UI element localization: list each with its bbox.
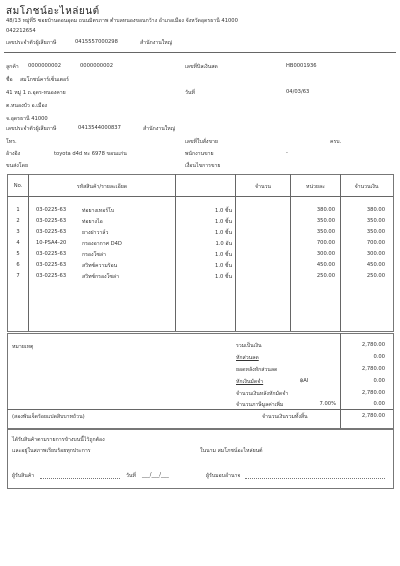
after-discount-label: ยอดหลังหักส่วนลด bbox=[236, 367, 278, 373]
header-price: หน่วยละ bbox=[306, 184, 325, 190]
header-desc: รหัสสินค้า/รายละเอียด bbox=[76, 184, 128, 190]
row-2-no: 2 bbox=[16, 218, 20, 224]
row-2-code: 03-0225-63 bbox=[36, 218, 67, 224]
customer-branch: สำนักงานใหญ่ bbox=[143, 126, 176, 132]
row-3-code: 03-0225-63 bbox=[36, 229, 67, 235]
row-3-qty: 1.0 ชิ้น bbox=[215, 230, 232, 236]
total-label: รวมเป็นเงิน bbox=[236, 343, 262, 349]
row-2-amount: 350.00 bbox=[366, 218, 385, 224]
row-4-amount: 700.00 bbox=[366, 240, 385, 246]
received-text-1: ได้รับสินค้าตามรายการข้างบนนี้ไว้ถูกต้อง bbox=[12, 437, 105, 443]
doc-date-label: วันที่ bbox=[185, 90, 195, 96]
row-6-amount: 450.00 bbox=[366, 262, 385, 268]
row-7-qty: 1.0 ชิ้น bbox=[215, 274, 232, 280]
company-branch: สำนักงานใหญ่ bbox=[140, 40, 173, 46]
company-tax-label: เลขประจำตัวผู้เสียภาษี bbox=[6, 40, 57, 46]
row-4-desc: กรองอากาศ D4D bbox=[82, 241, 122, 247]
row-3-amount: 350.00 bbox=[366, 229, 385, 235]
company-phone: 042212654 bbox=[6, 28, 36, 34]
row-2-price: 350.00 bbox=[316, 218, 335, 224]
customer-tax-label: เลขประจำตัวผู้เสียภาษี bbox=[6, 126, 57, 132]
row-4-no: 4 bbox=[16, 240, 20, 246]
authorized-signature-line bbox=[245, 478, 385, 479]
customer-code-label: ลูกค้า bbox=[6, 64, 19, 70]
row-3-desc: ยางฝาวาล์ว bbox=[82, 230, 109, 236]
grand-total-divider bbox=[7, 409, 393, 410]
received-text-2: และอยู่ในสภาพเรียบร้อยทุกประการ bbox=[12, 448, 91, 454]
deposit-label: หักเงินมัดจำ bbox=[236, 379, 264, 385]
vat-rate: 7.00% bbox=[319, 401, 336, 407]
row-5-no: 5 bbox=[16, 251, 20, 257]
header-divider bbox=[4, 52, 396, 53]
after-discount-value: 2,780.00 bbox=[361, 366, 385, 372]
doc-due-label: เงื่อนไขการขาย bbox=[185, 163, 221, 169]
header-no: No. bbox=[13, 183, 23, 189]
row-6-code: 03-0225-63 bbox=[36, 262, 67, 268]
row-7-amount: 250.00 bbox=[366, 273, 385, 279]
customer-address-3: จ.อุดรธานี 41000 bbox=[6, 116, 48, 122]
row-7-desc: สวิทซ์กรองโซล่า bbox=[82, 274, 119, 280]
row-6-no: 6 bbox=[16, 262, 20, 268]
receiver-date-blank: ___/___/___ bbox=[142, 472, 169, 478]
row-3-price: 350.00 bbox=[316, 229, 335, 235]
doc-sales-label: พนักงานขาย bbox=[185, 151, 214, 157]
grand-total-label: จำนวนเงินรวมทั้งสิ้น bbox=[262, 414, 308, 420]
row-3-no: 3 bbox=[16, 229, 20, 235]
doc-po-label: เลขที่ใบสั่งขาย bbox=[185, 139, 218, 145]
row-7-no: 7 bbox=[16, 273, 20, 279]
header-amount: จำนวนเงิน bbox=[354, 184, 379, 190]
deposit-mark: ฿AI bbox=[300, 378, 309, 384]
customer-name-label: ชื่อ bbox=[6, 77, 13, 83]
customer-ref-label: อ้างอิง bbox=[6, 151, 21, 157]
remark-label: หมายเหตุ bbox=[12, 344, 34, 350]
doc-no-label: เลขที่บิลเงินสด bbox=[185, 64, 218, 70]
row-4-price: 700.00 bbox=[316, 240, 335, 246]
customer-address-2: ต.หนองบัว อ.เมือง bbox=[6, 103, 48, 109]
row-2-desc: ท่อยางไอ bbox=[82, 219, 103, 225]
row-1-price: 380.00 bbox=[316, 207, 335, 213]
doc-sales: - bbox=[286, 150, 288, 156]
customer-tax-id: 0413544000837 bbox=[78, 125, 121, 131]
vat-label: จำนวนภาษีมูลค่าเพิ่ม bbox=[236, 402, 284, 408]
on-behalf-text: ในนาม สมโภชน์อะไหล่ยนต์ bbox=[200, 448, 263, 454]
row-5-amount: 300.00 bbox=[366, 251, 385, 257]
customer-ship-label: ขนส่งโดย bbox=[6, 163, 28, 169]
doc-no: HB0001936 bbox=[286, 63, 317, 69]
col-divider-qty bbox=[235, 174, 236, 331]
row-5-desc: กรองโซล่า bbox=[82, 252, 106, 258]
row-4-code: 10-PSA4-20 bbox=[36, 240, 67, 246]
customer-code-1: 0000000002 bbox=[28, 63, 62, 69]
items-header-divider bbox=[7, 196, 393, 197]
row-5-qty: 1.0 ชิ้น bbox=[215, 252, 232, 258]
receiver-date-label: วันที่ bbox=[126, 473, 136, 479]
vat-value: 0.00 bbox=[373, 401, 385, 407]
row-1-desc: ท่อยางเทอร์โบ bbox=[82, 208, 115, 214]
header-qty: จำนวน bbox=[255, 184, 271, 190]
customer-code-2: 0000000002 bbox=[80, 63, 114, 69]
row-7-price: 250.00 bbox=[316, 273, 335, 279]
company-tax-id: 0415557000298 bbox=[75, 39, 118, 45]
amount-in-words: (สองพันเจ็ดร้อยแปดสิบบาทถ้วน) bbox=[12, 414, 85, 420]
after-deposit-label: จำนวนเงินหลังหักมัดจำ bbox=[236, 391, 289, 397]
receiver-label: ผู้รับสินค้า bbox=[12, 473, 35, 479]
doc-date: 04/03/63 bbox=[286, 89, 310, 95]
customer-name: สมโภชน์คาร์เซ็นเตอร์ bbox=[20, 77, 69, 83]
customer-ref: toyota d4d ทะ 6978 ขอนแก่น bbox=[54, 151, 127, 157]
row-1-no: 1 bbox=[16, 207, 20, 213]
row-6-desc: สวิทซ์ความร้อน bbox=[82, 263, 118, 269]
receiver-signature-line bbox=[40, 478, 120, 479]
customer-phone-label: โทร. bbox=[6, 139, 17, 145]
row-4-qty: 1.0 อัน bbox=[215, 241, 232, 247]
customer-address-1: 41 หมู่ 1 ถ.อุดร-หนองคาย bbox=[6, 90, 66, 96]
discount-label: หักส่วนลด bbox=[236, 355, 259, 361]
doc-term-label: ครบ. bbox=[330, 139, 342, 145]
row-1-amount: 380.00 bbox=[366, 207, 385, 213]
deposit-value: 0.00 bbox=[373, 378, 385, 384]
row-6-price: 450.00 bbox=[316, 262, 335, 268]
company-name: สมโภชน์อะไหล่ยนต์ bbox=[6, 6, 100, 17]
row-5-code: 03-0225-63 bbox=[36, 251, 67, 257]
company-address: 48/13 หมู่ที่5 ซอยบ้านดอนอุดม ถนนมิตรภาพ ตำบลหนองขอนกว้าง อำเภอเมือง จังหวัดอุดรธานี 41000 bbox=[6, 18, 238, 24]
row-2-qty: 1.0 ชิ้น bbox=[215, 219, 232, 225]
row-7-code: 03-0225-63 bbox=[36, 273, 67, 279]
col-divider-no bbox=[28, 174, 29, 331]
row-1-code: 03-0225-63 bbox=[36, 207, 67, 213]
row-1-qty: 1.0 ชิ้น bbox=[215, 208, 232, 214]
authorized-label: ผู้รับมอบอำนาจ bbox=[206, 473, 241, 479]
row-5-price: 300.00 bbox=[316, 251, 335, 257]
grand-total-value: 2,780.00 bbox=[361, 413, 385, 419]
total-value: 2,780.00 bbox=[361, 342, 385, 348]
after-deposit-value: 2,780.00 bbox=[361, 390, 385, 396]
discount-value: 0.00 bbox=[373, 354, 385, 360]
row-6-qty: 1.0 ชิ้น bbox=[215, 263, 232, 269]
